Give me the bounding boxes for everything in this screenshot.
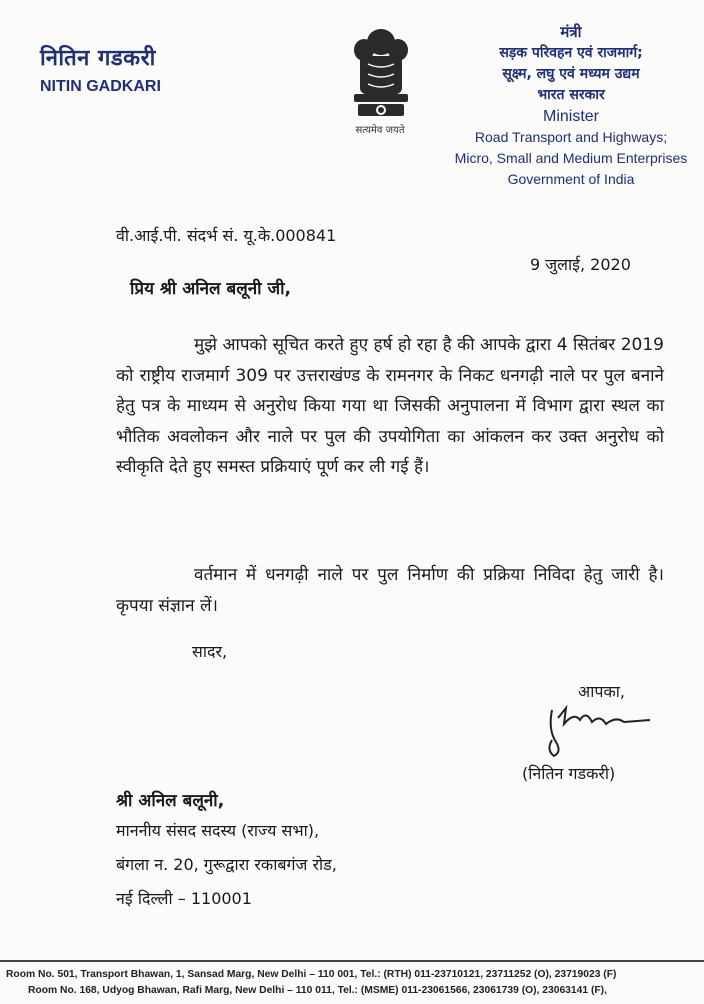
salutation: प्रिय श्री अनिल बलूनी जी,: [130, 279, 291, 299]
body-paragraph-1: मुझे आपको सूचित करते हुए हर्ष हो रहा है की आपके द्वारा 4 सितंबर 2019 को राष्ट्रीय राजमार्ग 309 पर उत्तराखंण्ड के रामनगर के निकट धनगढ़ी नाले पर पुल बनाने हेतु पत्र के माध्यम से अनुरोध किया गया था जिसकी अनुपालना में विभाग द्वारा स्थल का भौतिक अवलोकन और नाले पर पुल की उपयोगिता का आंकलन कर उक्त अनुरोध को स्वीकृति देते हुए समस्त प्रक्रियाएं पूर्ण कर ली गई हैं।: [116, 335, 664, 477]
letter-date: 9 जुलाई, 2020: [530, 255, 631, 274]
footer-divider: [0, 960, 704, 962]
letterhead-name-english: NITIN GADKARI: [40, 78, 161, 95]
designation-block: [440, 22, 702, 190]
body-paragraph-2: वर्तमान में धनगढ़ी नाले पर पुल निर्माण की प्रक्रिया निविदा हेतु जारी है। कृपया संज्ञान लें।: [116, 565, 664, 616]
emblem-motto: सत्यमेव जयते: [355, 125, 405, 136]
recipient-line: नई दिल्ली – 110001: [116, 889, 252, 908]
designation-line-english: Road Transport and Highways;: [474, 129, 668, 145]
reference-number: वी.आई.पी. संदर्भ सं. यू.के.000841: [116, 226, 337, 245]
designation-line-english: Minister: [542, 108, 599, 125]
designation-line-english: Micro, Small and Medium Enterprises: [454, 150, 688, 166]
designation-line-hindi: मंत्री: [560, 23, 582, 41]
regards: सादर,: [192, 642, 228, 661]
recipient-line: बंगला न. 20, गुरूद्वारा रकाबगंज रोड,: [116, 855, 337, 874]
footer-address-line: Room No. 168, Udyog Bhawan, Rafi Marg, New Delhi – 110 011, Tel.: (MSME) 011-23061566, 23061739 (O), 23063141 (F),: [28, 985, 607, 996]
recipient-name: श्री अनिल बलूनी,: [116, 791, 225, 811]
signatory-name: (नितिन गडकरी): [522, 764, 616, 783]
designation-line-english: Government of India: [507, 171, 635, 187]
designation-line-hindi: सूक्ष्म, लघु एवं मध्यम उद्यम: [502, 66, 640, 82]
closing: आपका,: [578, 682, 625, 701]
national-emblem-icon: [338, 20, 424, 138]
designation-line-hindi: भारत सरकार: [537, 87, 605, 103]
signature-icon: [540, 700, 680, 760]
letterhead-name-hindi: नितिन गडकरी: [40, 46, 156, 71]
footer-address-line: Room No. 501, Transport Bhawan, 1, Sansad Marg, New Delhi – 110 001, Tel.: (RTH) 011-23710121, 23711252 (O), 23719023 (F): [6, 969, 617, 980]
designation-line-hindi: सड़क परिवहन एवं राजमार्ग;: [499, 45, 643, 61]
recipient-line: माननीय संसद सदस्य (राज्य सभा),: [116, 821, 320, 840]
